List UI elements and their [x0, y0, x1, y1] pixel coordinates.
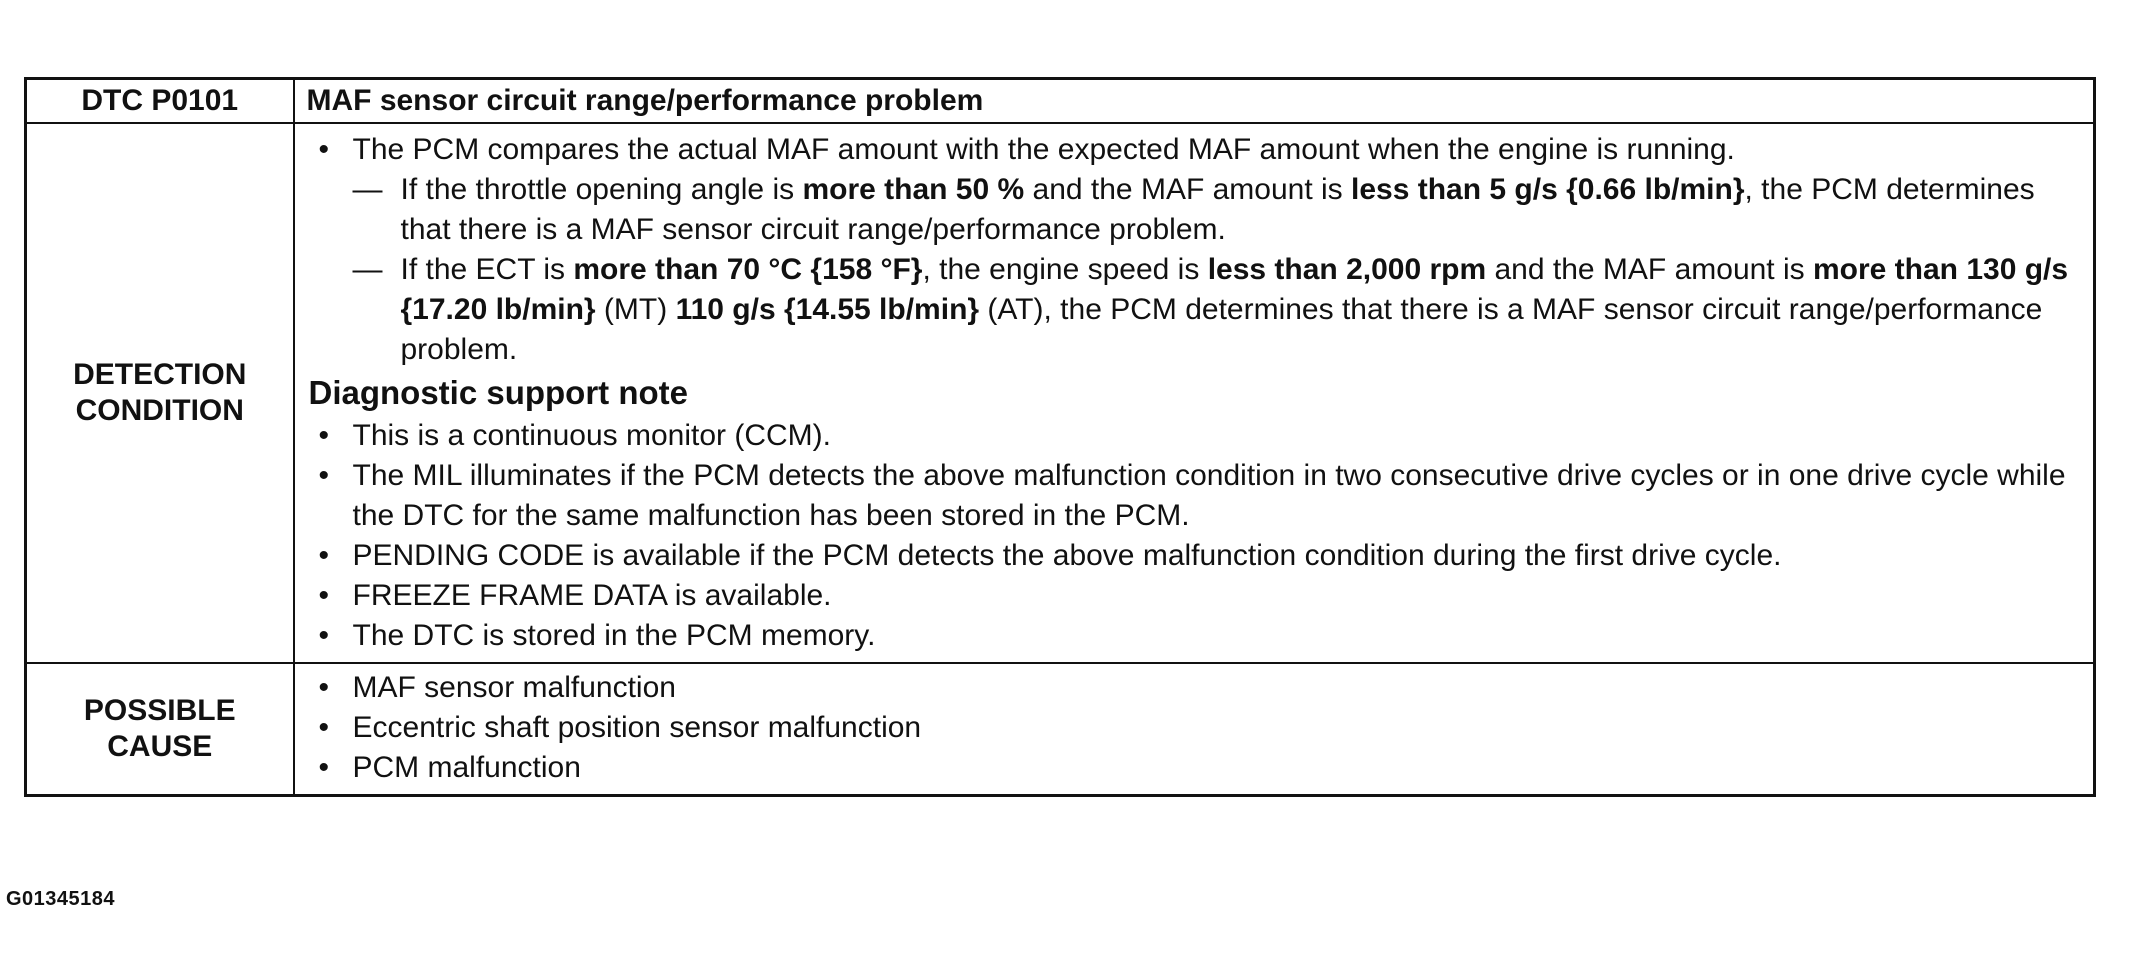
cause-content-cell: [294, 663, 2095, 796]
cause-label-line1: POSSIBLE: [83, 694, 236, 727]
list-item: [309, 130, 2078, 370]
cause-label-line2: CAUSE: [107, 730, 213, 763]
detection-list: [309, 130, 2078, 370]
cause-list: [309, 668, 2078, 788]
possible-cause-row: [26, 663, 2095, 796]
dtc-code-cell: [26, 79, 294, 124]
detection-label-line2: CONDITION: [75, 394, 244, 427]
table-header-row: [26, 79, 2095, 124]
detection-bullet-text: The PCM compares the actual MAF amount with the expected MAF amount when the engine is running.: [352, 133, 1735, 166]
detection-content-cell: [294, 123, 2095, 663]
list-item: — If the throttle opening angle is more than 50 % and the MAF amount is less than 5 g/s {0.66 lb/min}, the PCM determines that there is a MAF sensor circuit range/performance problem.: [353, 170, 2078, 250]
list-item: • The MIL illuminates if the PCM detects the above malfunction condition in two consecutive drive cycles or in one drive cycle while the DTC for the same malfunction has been stored in the PCM.: [309, 456, 2078, 536]
list-item: — If the ECT is more than 70 °C {158 °F}, the engine speed is less than 2,000 rpm and the MAF amount is more than 130 g/s {17.20 lb/min} (MT) 110 g/s {14.55 lb/min} (AT), the PCM determines that there is a MAF sensor circuit range/performance problem.: [353, 250, 2078, 370]
support-note-heading: Diagnostic support note: [308, 374, 688, 411]
list-item: • PCM malfunction: [309, 748, 2078, 788]
dtc-table: [24, 77, 2096, 797]
list-item: • The DTC is stored in the PCM memory.: [309, 616, 2078, 656]
figure-id: G01345184: [6, 888, 116, 910]
list-item: • FREEZE FRAME DATA is available.: [309, 576, 2078, 616]
list-item: • PENDING CODE is available if the PCM detects the above malfunction condition during the first drive cycle.: [309, 536, 2078, 576]
detection-row: [26, 123, 2095, 663]
list-item: • MAF sensor malfunction: [309, 668, 2078, 708]
list-item: • Eccentric shaft position sensor malfunction: [309, 708, 2078, 748]
cause-label-cell: [26, 663, 294, 796]
detection-label-line1: DETECTION: [73, 358, 247, 391]
dtc-title: MAF sensor circuit range/performance problem: [306, 84, 984, 117]
dtc-title-cell: [294, 79, 2095, 124]
support-note-list: [309, 416, 2078, 656]
detection-sublist: [353, 170, 2078, 370]
list-item: • This is a continuous monitor (CCM).: [309, 416, 2078, 456]
detection-label-cell: [26, 123, 294, 663]
dtc-code: DTC P0101: [81, 84, 239, 117]
